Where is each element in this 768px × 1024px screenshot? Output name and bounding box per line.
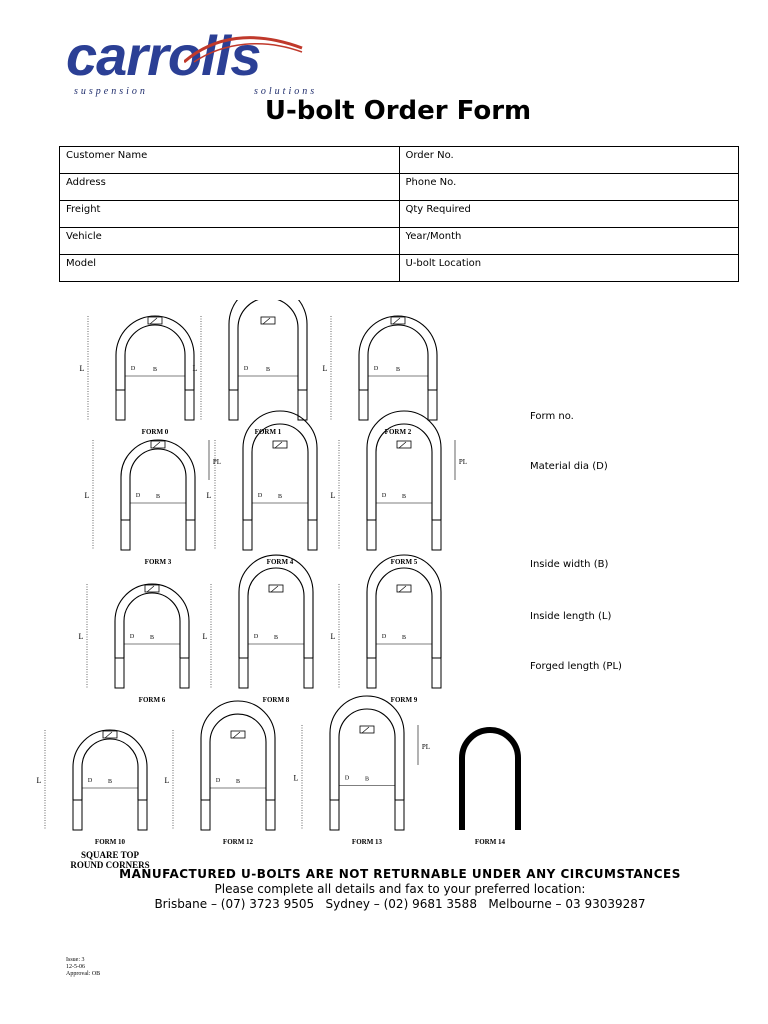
width-label: B (152, 367, 158, 373)
forged-length-label: PL (212, 458, 222, 466)
diameter-label: D (130, 366, 136, 372)
thread-left (115, 658, 124, 688)
ubolt-inner-edge (82, 739, 138, 800)
form-caption: FORM 6 (138, 696, 166, 704)
ubolt-diagram (37, 730, 147, 846)
table-row (60, 201, 739, 228)
section-hatch-icon (397, 441, 411, 448)
diameter-label: D (381, 634, 387, 640)
length-label: L (164, 776, 170, 785)
form-caption: FORM 2 (384, 428, 412, 436)
ubolt-diagram (85, 440, 222, 566)
form-caption: FORM 1 (254, 428, 282, 436)
carrolls-logo (64, 24, 364, 100)
diameter-label: D (135, 493, 141, 499)
length-label: L (293, 773, 299, 783)
ubolt-inner-edge (238, 300, 298, 390)
length-label: L (84, 491, 90, 500)
forged-length-label: Forged length (PL) (530, 661, 622, 672)
thread-left (239, 658, 248, 688)
phone-no-field[interactable]: Phone No. (399, 174, 739, 201)
thread-right (432, 520, 441, 550)
ubolt-outer-edge (330, 696, 404, 800)
square-top-note: SQUARE TOP (81, 850, 139, 860)
ubolt-diagram (165, 701, 275, 846)
section-hatch-icon (261, 317, 275, 324)
section-hatch-icon (269, 585, 283, 592)
width-label: B (401, 635, 407, 641)
thread-right (185, 390, 194, 420)
ubolt-inner-edge (248, 568, 304, 658)
qty-required-field[interactable]: Qty Required (399, 201, 739, 228)
table-row (60, 174, 739, 201)
ubolt-diagram (79, 584, 189, 704)
hatch-line (393, 318, 400, 324)
issue-number: Issue: 3 (66, 957, 85, 963)
logo-tagline-solutions: solutions (254, 86, 318, 97)
vehicle-field[interactable]: Vehicle (60, 228, 400, 255)
width-label: B (265, 367, 271, 373)
section-hatch-icon (148, 317, 162, 324)
diameter-label: D (215, 778, 221, 784)
form-caption: FORM 14 (474, 838, 506, 846)
diameter-label: D (373, 366, 379, 372)
ubolt-body (462, 730, 518, 830)
table-row (60, 147, 739, 174)
issue-info (66, 957, 100, 978)
section-hatch-icon (231, 731, 245, 738)
section-hatch-icon (103, 731, 117, 738)
hatch-line (362, 727, 369, 733)
thread-right (138, 800, 147, 830)
section-hatch-icon (360, 726, 374, 733)
order-no-field[interactable]: Order No. (399, 147, 739, 174)
form-caption: FORM 3 (144, 558, 172, 566)
ubolt-outer-edge (121, 440, 195, 520)
thread-left (330, 800, 339, 830)
length-label: L (78, 632, 84, 641)
inside-length-label: Inside length (L) (530, 611, 612, 622)
ubolt-form-diagrams (0, 300, 768, 880)
ubolt-inner-edge (339, 709, 395, 800)
table-row (60, 228, 739, 255)
hatch-line (150, 318, 157, 324)
ubolt-outer-edge (229, 300, 307, 390)
ubolt-outer-edge (115, 584, 189, 658)
thread-left (201, 800, 210, 830)
thread-left (243, 520, 252, 550)
freight-field[interactable]: Freight (60, 201, 400, 228)
hatch-line (153, 442, 160, 448)
diameter-label: D (253, 634, 259, 640)
width-label: B (277, 494, 283, 500)
width-label: B (107, 779, 113, 785)
ubolt-outer-edge (73, 730, 147, 800)
not-returnable-notice: MANUFACTURED U-BOLTS ARE NOT RETURNABLE UNDER ANY CIRCUMSTANCES (119, 867, 681, 881)
table-row (60, 255, 739, 282)
thread-left (121, 520, 130, 550)
inside-width-label: Inside width (B) (530, 559, 609, 570)
ubolt-inner-edge (125, 325, 185, 390)
width-label: B (395, 367, 401, 373)
length-label: L (36, 776, 42, 785)
width-label: B (155, 494, 161, 500)
diameter-label: D (257, 493, 263, 499)
hatch-line (275, 442, 282, 448)
length-label: L (330, 491, 336, 500)
thread-left (359, 390, 368, 420)
form-caption: FORM 13 (351, 838, 383, 846)
forged-length-label: PL (421, 743, 431, 751)
hatch-line (399, 586, 406, 592)
year-month-field[interactable]: Year/Month (399, 228, 739, 255)
form-caption: FORM 9 (390, 696, 418, 704)
material-dia-label: Material dia (D) (530, 461, 608, 472)
form-caption: FORM 0 (141, 428, 169, 436)
form-caption: FORM 10 (94, 838, 126, 846)
width-label: B (364, 776, 370, 783)
ubolt-inner-edge (252, 424, 308, 520)
thread-left (367, 658, 376, 688)
ubolt-outer-edge (359, 316, 437, 390)
length-label: L (192, 364, 198, 373)
round-corners-note: ROUND CORNERS (70, 860, 150, 870)
hatch-line (147, 586, 154, 592)
ubolt-diagram (294, 696, 431, 846)
section-hatch-icon (391, 317, 405, 324)
ubolt-inner-edge (210, 714, 266, 800)
thread-right (266, 800, 275, 830)
form-no-label: Form no. (530, 411, 574, 422)
ubolt-diagram (462, 730, 518, 846)
length-label: L (330, 632, 336, 641)
logo-tagline-suspension: suspension (74, 86, 148, 97)
length-label: L (322, 364, 328, 373)
address-field[interactable]: Address (60, 174, 400, 201)
customer-name-field[interactable]: Customer Name (60, 147, 400, 174)
length-label: L (206, 491, 212, 500)
diameter-label: D (381, 493, 387, 499)
ubolt-outer-edge (239, 555, 313, 658)
thread-right (428, 390, 437, 420)
ubolt-diagram (193, 300, 307, 436)
page-title: U-bolt Order Form (264, 96, 532, 126)
thread-left (73, 800, 82, 830)
thread-right (180, 658, 189, 688)
thread-left (229, 390, 238, 420)
ubolt-outer-edge (367, 555, 441, 658)
thread-right (298, 390, 307, 420)
form-caption: FORM 4 (266, 558, 294, 566)
ubolt-outer-edge (201, 701, 275, 800)
ubolt-inner-edge (124, 593, 180, 658)
thread-left (367, 520, 376, 550)
ubolt-diagram (323, 316, 437, 436)
section-hatch-icon (151, 441, 165, 448)
ubolt-inner-edge (130, 449, 186, 520)
ubolt-location-field[interactable]: U-bolt Location (399, 255, 739, 282)
hatch-line (233, 732, 240, 738)
form-caption: FORM 12 (222, 838, 254, 846)
ubolt-diagram (203, 555, 313, 704)
diameter-label: D (129, 634, 135, 640)
section-hatch-icon (273, 441, 287, 448)
thread-left (116, 390, 125, 420)
logo-swoosh-icon (184, 34, 304, 64)
issue-date: 12-5-06 (66, 964, 85, 970)
hatch-line (263, 318, 270, 324)
order-details-table (59, 146, 739, 282)
model-field[interactable]: Model (60, 255, 400, 282)
forged-length-label: PL (458, 458, 468, 466)
ubolt-diagram (331, 555, 441, 704)
thread-right (186, 520, 195, 550)
fax-instruction: Please complete all details and fax to your preferred location: (214, 882, 586, 896)
issue-approval: Approval: OB (66, 971, 101, 977)
ubolt-inner-edge (376, 424, 432, 520)
width-label: B (235, 779, 241, 785)
form-caption: FORM 8 (262, 696, 290, 704)
fax-locations: Brisbane – (07) 3723 9505 Sydney – (02) 9681 3588 Melbourne – 03 93039287 (154, 897, 646, 911)
width-label: B (273, 635, 279, 641)
length-label: L (202, 632, 208, 641)
thread-right (432, 658, 441, 688)
diameter-label: D (243, 366, 249, 372)
diameter-label: D (87, 778, 93, 784)
length-label: L (79, 364, 85, 373)
ubolt-inner-edge (368, 325, 428, 390)
thread-right (308, 520, 317, 550)
logo-wordmark: carrolls (66, 24, 261, 87)
diameter-label: D (344, 775, 350, 782)
hatch-line (105, 732, 112, 738)
hatch-line (271, 586, 278, 592)
section-hatch-icon (397, 585, 411, 592)
thread-right (304, 658, 313, 688)
thread-right (395, 800, 404, 830)
form-caption: FORM 5 (390, 558, 418, 566)
ubolt-diagram (80, 316, 194, 436)
width-label: B (149, 635, 155, 641)
ubolt-inner-edge (376, 568, 432, 658)
section-hatch-icon (145, 585, 159, 592)
width-label: B (401, 494, 407, 500)
ubolt-outer-edge (116, 316, 194, 390)
hatch-line (399, 442, 406, 448)
